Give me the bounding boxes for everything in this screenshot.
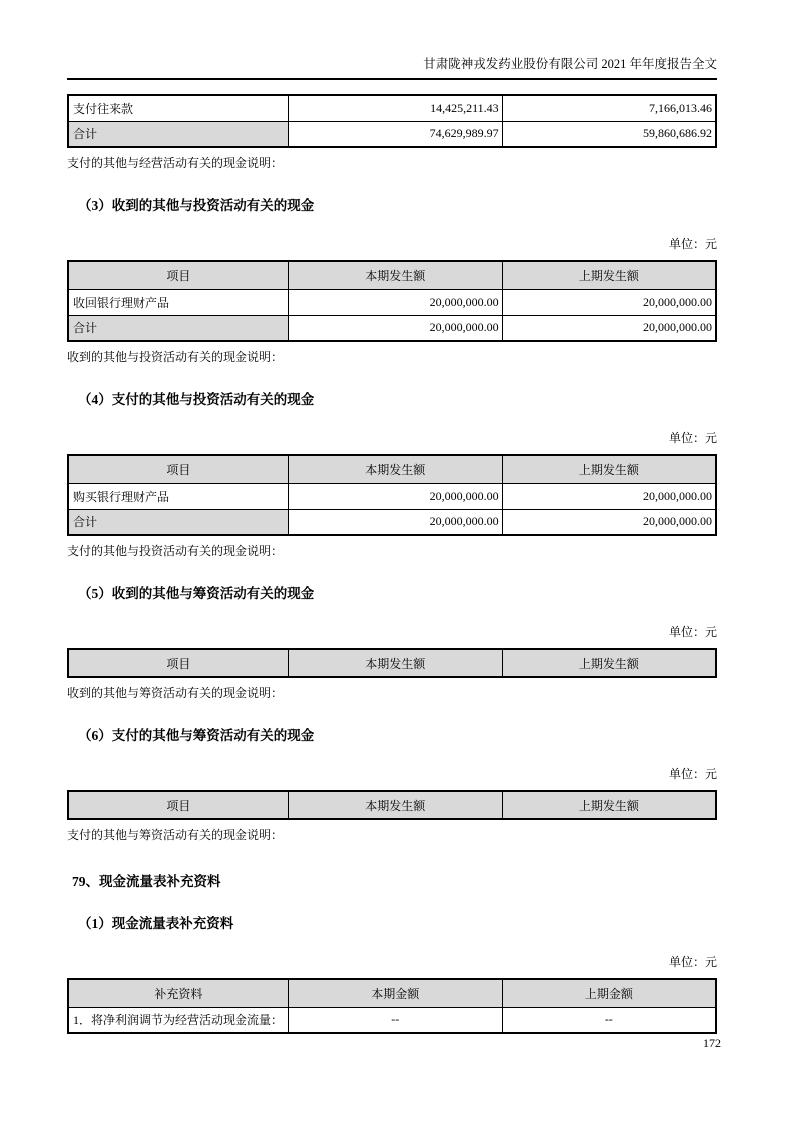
unit-label: 单位：元 <box>668 767 717 781</box>
cell-current-amount: 20,000,000.00 <box>288 315 502 341</box>
cell-total-label: 合计 <box>68 509 288 535</box>
col-header-current: 本期发生额 <box>288 649 502 677</box>
cell-current-amount: 14,425,211.43 <box>288 95 502 121</box>
table-row-total <box>68 315 716 341</box>
cell-prior-amount: 20,000,000.00 <box>502 315 716 341</box>
cell-current-amount: -- <box>288 1007 502 1033</box>
note-text: 支付的其他与经营活动有关的现金说明： <box>67 156 284 170</box>
col-header-current: 本期发生额 <box>288 261 502 289</box>
table-header-row <box>68 455 716 483</box>
cell-item-label: 支付往来款 <box>68 95 288 121</box>
cell-prior-amount: 59,860,686.92 <box>502 121 716 147</box>
table-row <box>68 483 716 509</box>
col-header-prior: 上期金额 <box>502 979 716 1007</box>
col-header-current: 本期发生额 <box>288 791 502 819</box>
section-heading-79-1: （1）现金流量表补充资料 <box>78 916 234 931</box>
col-header-item: 项目 <box>68 261 288 289</box>
finance-paid-table <box>67 790 717 820</box>
col-header-item: 项目 <box>68 455 288 483</box>
cell-total-label: 合计 <box>68 315 288 341</box>
invest-paid-table <box>67 454 717 536</box>
section-heading-4: （4）支付的其他与投资活动有关的现金 <box>78 392 315 407</box>
cell-prior-amount: -- <box>502 1007 716 1033</box>
cell-item-label: 收回银行理财产品 <box>68 289 288 315</box>
table-header-row <box>68 261 716 289</box>
section-heading-6: （6）支付的其他与筹资活动有关的现金 <box>78 728 315 743</box>
table-row-total <box>68 121 716 147</box>
table-header-row <box>68 979 716 1007</box>
col-header-prior: 上期发生额 <box>502 455 716 483</box>
table-row <box>68 289 716 315</box>
note-text: 支付的其他与投资活动有关的现金说明： <box>67 544 284 558</box>
unit-label: 单位：元 <box>668 431 717 445</box>
col-header-item: 项目 <box>68 791 288 819</box>
table-row <box>68 1007 716 1033</box>
section-heading-5: （5）收到的其他与筹资活动有关的现金 <box>78 586 315 601</box>
note-text: 支付的其他与筹资活动有关的现金说明： <box>67 828 284 842</box>
col-header-prior: 上期发生额 <box>502 261 716 289</box>
col-header-prior: 上期发生额 <box>502 791 716 819</box>
unit-label: 单位：元 <box>668 625 717 639</box>
finance-received-table <box>67 648 717 678</box>
cell-total-label: 合计 <box>68 121 288 147</box>
col-header-item: 项目 <box>68 649 288 677</box>
cell-current-amount: 74,629,989.97 <box>288 121 502 147</box>
page-header <box>67 56 717 80</box>
col-header-current: 本期金额 <box>288 979 502 1007</box>
cell-prior-amount: 20,000,000.00 <box>502 483 716 509</box>
cash-flow-supplement-table <box>67 978 717 1034</box>
note-text: 收到的其他与投资活动有关的现金说明： <box>67 350 284 364</box>
section-heading-79: 79、现金流量表补充资料 <box>72 874 221 889</box>
col-header-supplement: 补充资料 <box>68 979 288 1007</box>
cell-prior-amount: 7,166,013.46 <box>502 95 716 121</box>
table-row <box>68 95 716 121</box>
col-header-current: 本期发生额 <box>288 455 502 483</box>
operating-cash-table <box>67 94 717 148</box>
col-header-prior: 上期发生额 <box>502 649 716 677</box>
page-number: 172 <box>703 1036 721 1050</box>
unit-label: 单位：元 <box>668 237 717 251</box>
invest-received-table <box>67 260 717 342</box>
cell-item-label: 1．将净利润调节为经营活动现金流量： <box>68 1007 288 1033</box>
table-header-row <box>68 791 716 819</box>
cell-prior-amount: 20,000,000.00 <box>502 289 716 315</box>
cell-current-amount: 20,000,000.00 <box>288 509 502 535</box>
cell-item-label: 购买银行理财产品 <box>68 483 288 509</box>
cell-current-amount: 20,000,000.00 <box>288 289 502 315</box>
report-title: 甘肃陇神戎发药业股份有限公司 2021 年年度报告全文 <box>423 57 717 71</box>
cell-current-amount: 20,000,000.00 <box>288 483 502 509</box>
section-heading-3: （3）收到的其他与投资活动有关的现金 <box>78 198 315 213</box>
cell-prior-amount: 20,000,000.00 <box>502 509 716 535</box>
table-row-total <box>68 509 716 535</box>
unit-label: 单位：元 <box>668 955 717 969</box>
table-header-row <box>68 649 716 677</box>
note-text: 收到的其他与筹资活动有关的现金说明： <box>67 686 284 700</box>
